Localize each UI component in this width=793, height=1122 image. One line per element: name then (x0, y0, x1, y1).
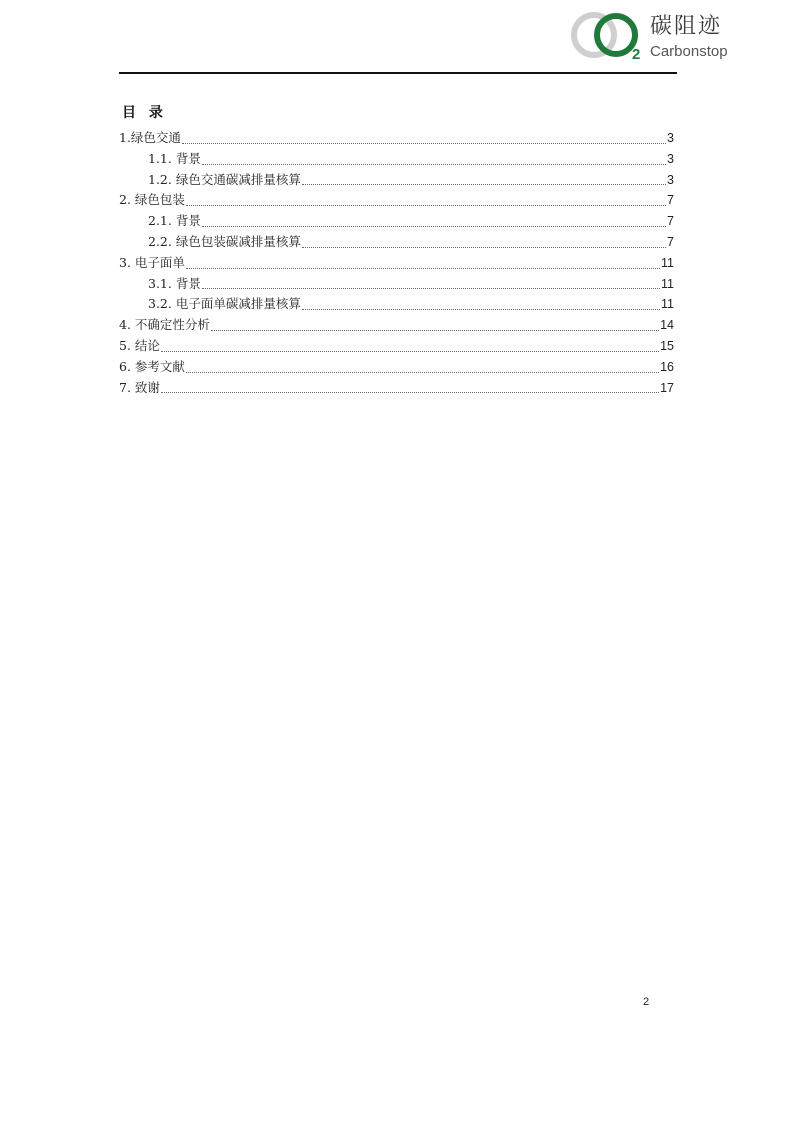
toc-leader-dots (211, 330, 659, 331)
toc-entry-label: 7. 致谢 (119, 379, 160, 395)
toc-entry-label: 2.2. 绿色包装碳减排量核算 (148, 233, 301, 249)
toc-entry-label: 6. 参考文献 (119, 358, 185, 374)
toc-entry-label: 1.1. 背景 (148, 150, 201, 166)
toc-entry-page: 7 (667, 193, 674, 208)
toc-entry-page: 3 (667, 151, 674, 166)
toc-leader-dots (302, 309, 660, 310)
toc-leader-dots (182, 143, 666, 144)
toc-entry[interactable] (119, 170, 674, 191)
toc-leader-dots (202, 164, 666, 165)
logo-english-name: Carbonstop (650, 43, 728, 60)
toc-entry-page: 11 (661, 255, 674, 270)
toc-entry-label: 4. 不确定性分析 (119, 317, 210, 333)
header-divider (119, 72, 677, 74)
toc-entry-page: 3 (667, 131, 674, 145)
toc-entry-page: 15 (660, 338, 674, 353)
toc-entry[interactable] (119, 315, 674, 336)
toc-entry-label: 5. 结论 (119, 337, 160, 353)
toc-entry[interactable] (119, 378, 674, 399)
toc-entry-page: 14 (660, 318, 674, 333)
toc-entry-label: 3. 电子面单 (119, 254, 185, 270)
toc-entry-page: 17 (660, 380, 674, 395)
toc-entry-page: 16 (660, 359, 674, 374)
toc-entry[interactable] (119, 190, 674, 211)
toc-entry[interactable] (119, 211, 674, 232)
toc-entry-page: 3 (667, 172, 674, 187)
toc-entry[interactable] (119, 274, 674, 295)
toc-entry-label: 1.绿色交通 (119, 130, 181, 145)
toc-leader-dots (161, 351, 659, 352)
toc-entry-page: 11 (661, 276, 674, 291)
toc-entry[interactable] (119, 128, 674, 149)
toc-entry-label: 3.1. 背景 (148, 275, 201, 291)
toc-entry-label: 2.1. 背景 (148, 213, 201, 229)
toc-entry[interactable] (119, 357, 674, 378)
logo-chinese-name: 碳阻迹 (650, 14, 723, 39)
toc-entry[interactable] (119, 232, 674, 253)
o2-ring-icon (570, 8, 650, 64)
toc-entry[interactable] (119, 294, 674, 315)
toc-leader-dots (302, 184, 666, 185)
toc-entry-page: 7 (667, 214, 674, 229)
toc-leader-dots (161, 392, 659, 393)
toc-entry-label: 1.2. 绿色交通碳减排量核算 (148, 171, 301, 187)
toc-entry[interactable] (119, 336, 674, 357)
page-number: 2 (643, 996, 650, 1008)
toc-entry-label: 3.2. 电子面单碳减排量核算 (148, 296, 301, 312)
toc-entry[interactable] (119, 149, 674, 170)
table-of-contents (119, 128, 674, 398)
toc-leader-dots (186, 205, 666, 206)
toc-entry-page: 7 (667, 234, 674, 249)
toc-entry-page: 11 (661, 297, 674, 312)
carbonstop-logo (570, 8, 750, 64)
logo-subscript: 2 (632, 46, 641, 63)
toc-leader-dots (202, 288, 660, 289)
toc-title: 目 录 (122, 105, 167, 121)
toc-leader-dots (202, 226, 666, 227)
toc-entry[interactable] (119, 253, 674, 274)
toc-leader-dots (302, 247, 666, 248)
toc-leader-dots (186, 372, 659, 373)
toc-entry-label: 2. 绿色包装 (119, 192, 185, 208)
toc-leader-dots (186, 268, 660, 269)
